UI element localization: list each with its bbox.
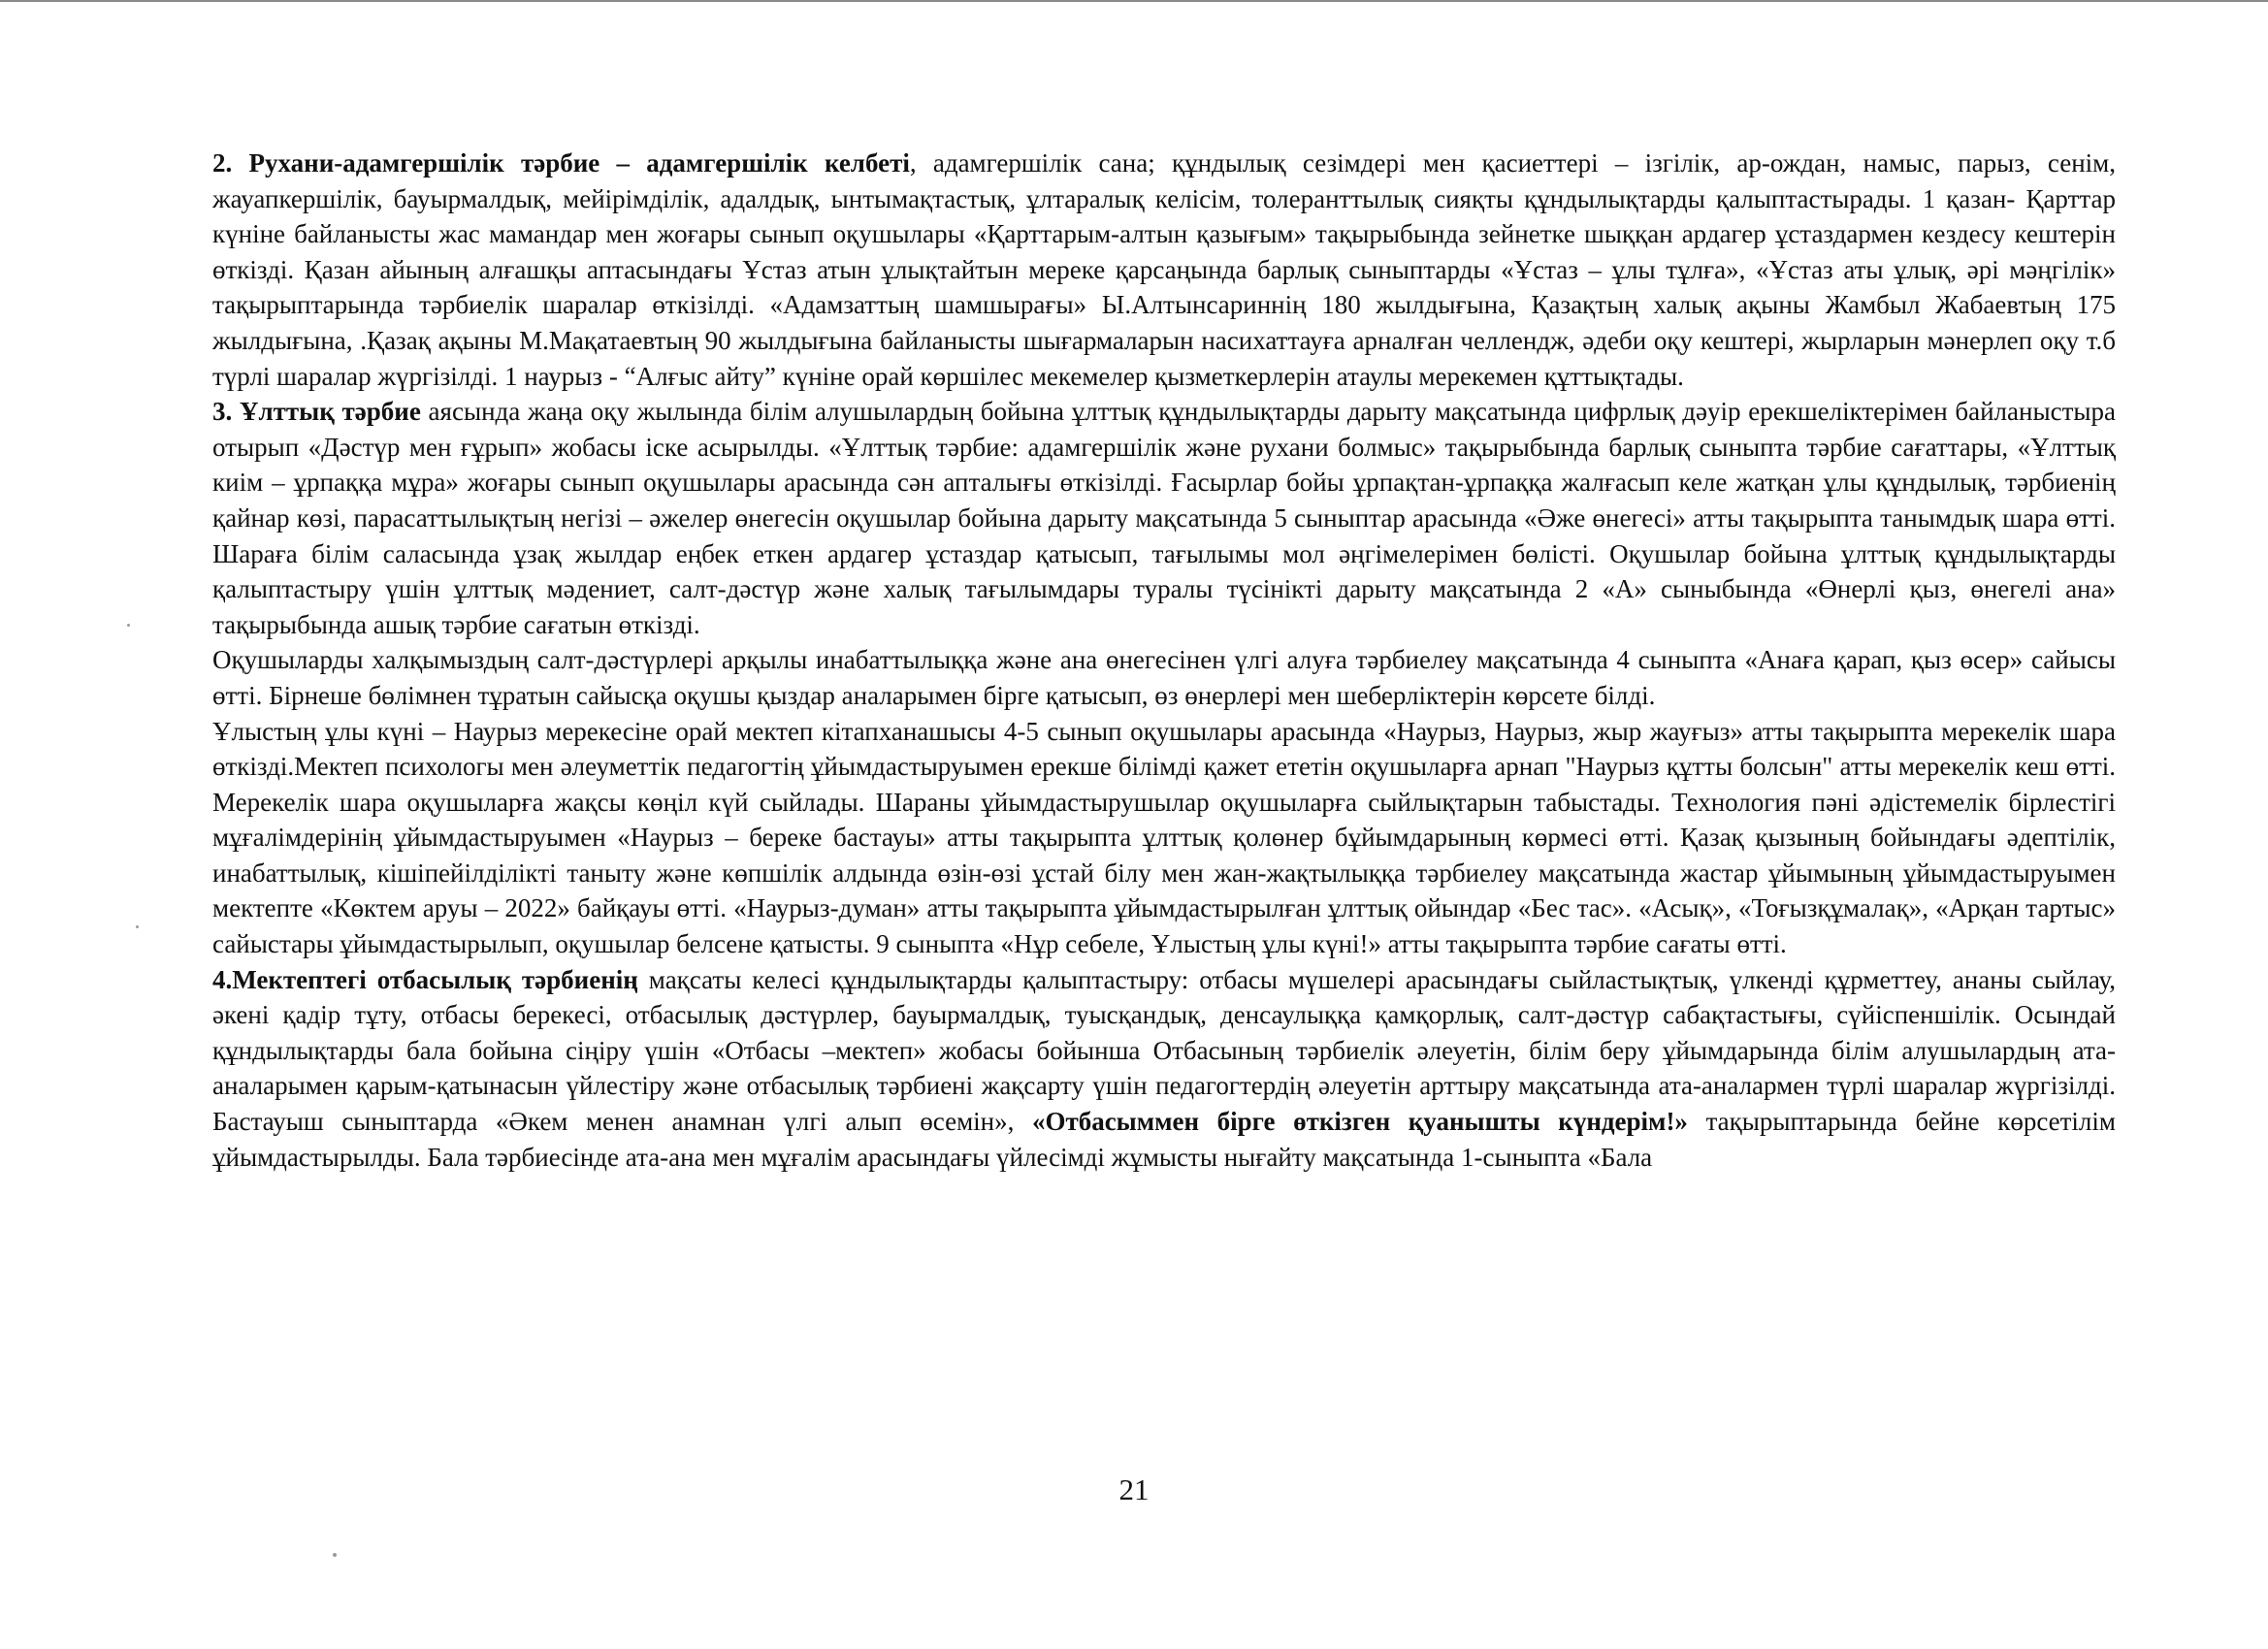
section-4-paragraph — [212, 962, 2116, 1176]
section-3-paragraph — [212, 394, 2116, 642]
section-3-heading: 3. Ұлттық тәрбие — [212, 397, 421, 427]
section-4-text-c: тақырыптарында бейне көрсетілім ұйымдастырылды. Бала тәрбиесінде ата-ана мен мұғалім арасындағы үйлесімді жұмысты нығайту мақсатында 1-сыныпта «Бала — [212, 1107, 2116, 1172]
section-4-heading: 4.Мектептегі отбасылық тәрбиенің — [212, 964, 638, 994]
page-text-body — [212, 146, 2116, 1175]
section-2-paragraph — [212, 146, 2116, 394]
section-3-text: аясында жаңа оқу жылында білім алушылардың бойына ұлттық құндылықтарды дарыту мақсатында цифрлық дәуір ерекшеліктерімен байланыстыра отырып «Дәстүр мен ғұрып» жобасы іске асырылды. «Ұлттық тәрбие: адамгершілік және рухани болмыс» тақырыбында барлық сыныпта тәрбие сағаттары, «Ұлттық киім – ұрпаққа мұра» жоғары сынып оқушылары арасында сән апталығы өткізілді. Ғасырлар бойы ұрпақтан-ұрпаққа жалғасып келе жатқан ұлы құндылық, тәрбиенің қайнар көзі, парасаттылықтың негізі – әжелер өнегесін оқушылар бойына дарыту мақсатында 5 сыныптар арасында «Әже өнегесі» атты тақырыпта танымдық шара өтті. Шараға білім саласында ұзақ жылдар еңбек еткен ардагер ұстаздар қатысып, тағылымы мол әңгімелерімен бөлісті. Оқушылар бойына ұлттық құндылықтарды қалыптастыру үшін ұлттық мәдениет, салт-дәстүр және халық тағылымдары туралы түсінікті дарыту мақсатында 2 «А» сыныбында «Өнерлі қыз, өнегелі ана» тақырыбында ашық тәрбие сағатын өткізді. — [212, 397, 2116, 639]
nauryz-paragraph: Ұлыстың ұлы күні – Наурыз мерекесіне орай мектеп кітапханашысы 4-5 сынып оқушылары арасында «Наурыз, Наурыз, жыр жауғыз» атты тақырыпта мерекелік шара өткізді.Мектеп психологы мен әлеуметтік педагогтің ұйымдастыруымен ерекше білімді қажет ететін оқушыларға арнап "Наурыз құтты болсын" атты мерекелік кеш өтті. Мерекелік шара оқушыларға жақсы көңіл күй сыйлады. Шараны ұйымдастырушылар оқушыларға сыйлықтарын табыстады. Технология пәні әдістемелік бірлестігі мұғалімдерінің ұйымдастыруымен «Наурыз – береке бастауы» атты тақырыпта ұлттық қолөнер бұйымдарының көрмесі өтті. Қазақ қызының бойындағы әдептілік, инабаттылық, кішіпейілділікті таныту және көпшілік алдында өзін-өзі ұстай білу мен жан-жақтылыққа тәрбиелеу мақсатында жастар ұйымының ұйымдастыруымен мектепте «Көктем аруы – 2022» байқауы өтті. «Наурыз-думан» атты тақырыпта ұйымдастырылған ұлттық ойындар «Бес тас». «Асық», «Тоғызқұмалақ», «Арқан тартыс» сайыстары ұйымдастырылып, оқушылар белсене қатысты. 9 сыныпта «Нұр себеле, Ұлыстың ұлы күні!» атты тақырыпта тәрбие сағаты өтті. — [212, 716, 2116, 959]
ana-paragraph: Оқушыларды халқымыздың салт-дәстүрлері арқылы инабаттылыққа және ана өнегесінен үлгі алуға тәрбиелеу мақсатында 4 сыныпта «Анаға қарап, қыз өсер» сайысы өтті. Бірнеше бөлімнен тұратын сайысқа оқушы қыздар аналарымен бірге қатысып, өз өнерлері мен шеберліктерін көрсете білді. — [212, 645, 2116, 710]
section-2-text: , адамгершілік сана; құндылық сезімдері мен қасиеттері – ізгілік, ар-ождан, намыс, парыз, сенім, жауапкершілік, бауырмалдық, мейірімділік, адалдық, ынтымақтастық, ұлтаралық келісім, толеранттылық сияқты құндылықтарды қалыптастырады. 1 қазан- Қарттар күніне байланысты жас мамандар мен жоғары сынып оқушылары «Қарттарым-алтын қазығым» тақырыбында зейнетке шыққан ардагер ұстаздармен кездесу кештерін өткізді. Қазан айының алғашқы аптасындағы Ұстаз атын ұлықтайтын мереке қарсаңында барлық сыныптарды «Ұстаз – ұлы тұлға», «Ұстаз аты ұлық, әрі мәңгілік» тақырыптарында тәрбиелік шаралар өткізілді. «Адамзаттың шамшырағы» Ы.Алтынсариннің 180 жылдығына, Қазақтың халық ақыны Жамбыл Жабаевтың 175 жылдығына, .Қазақ ақыны М.Мақатаевтың 90 жылдығына байланысты шығармаларын насихаттауға арналған челлендж, әдеби оқу кештері, жырларын мәнерлеп оқу т.б түрлі шаралар жүргізілді. 1 наурыз - “Алғыс айту” күніне орай көршілес мекемелер қызметкерлерін атаулы мерекемен құттықтады. — [212, 148, 2116, 391]
section-2-number: 2. — [212, 148, 249, 178]
section-4-bold-title: «Отбасыммен бірге өткізген қуанышты күндерім!» — [1031, 1107, 1688, 1137]
scan-speck — [136, 925, 139, 928]
scan-speck — [127, 624, 130, 627]
page-number: 21 — [1118, 1472, 1150, 1506]
scan-speck — [333, 1553, 337, 1557]
section-4-text-a: мақсаты келесі құндылықтарды қалыптастыру: отбасы мүшелері арасындағы сыйластықтық, үлкенді құрметтеу, ананы сыйлау, әкені қадір тұту, отбасы берекесі, отбасылық дәстүрлер, бауырмалдық, туысқандық, денсаулыққа қамқорлық, салт-дәстүр сабақтастығы, сүйіспеншілік. Осындай құндылықтарды бала бойына сіңіру үшін «Отбасы –мектеп» жобасы бойынша Отбасының тәрбиелік әлеуетін, білім беру ұйымдарында білім алушылардың ата-аналарымен қарым-қатынасын үйлестіру және отбасылық тәрбиені жақсарту үшін педагогтердің әлеуетін арттыру мақсатында ата-аналармен түрлі шаралар жүргізілді. Бастауыш сыныптарда «Әкем менен анамнан үлгі алып өсемін», — [212, 964, 2116, 1137]
scan-edge-line — [0, 0, 2268, 2]
section-2-heading: Рухани-адамгершілік тәрбие – адамгершілік келбеті — [248, 148, 910, 178]
